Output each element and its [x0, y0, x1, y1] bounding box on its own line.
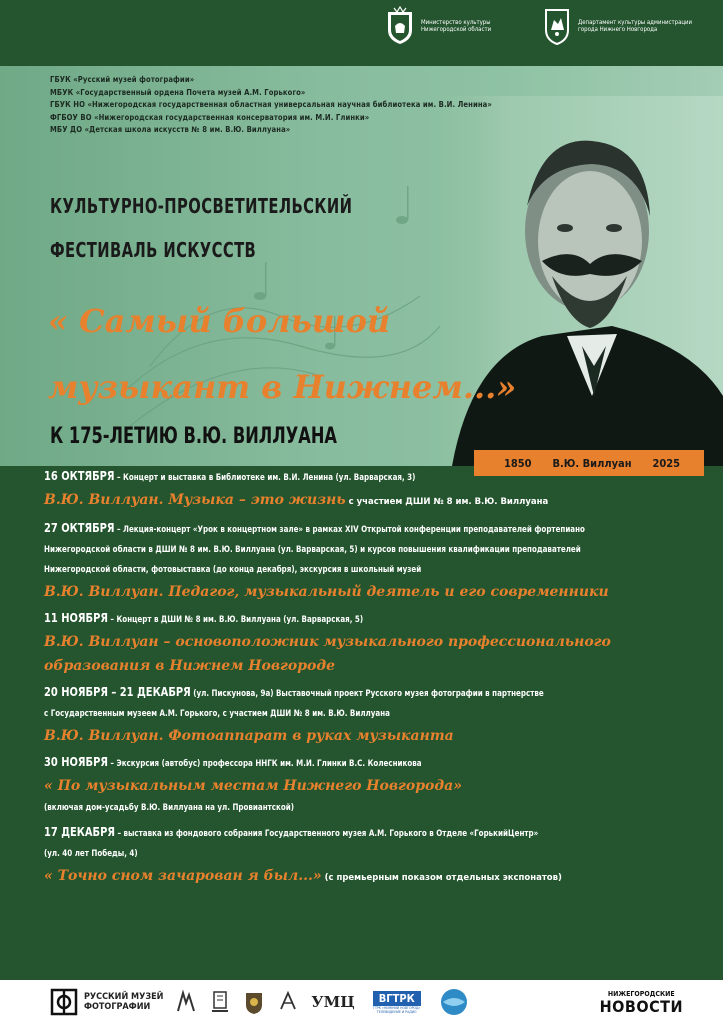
event-text: – выставка из фондового собрания Государственного музея А.М. Горького в Отделе «ГорькийЦентр» — [114, 829, 539, 839]
photo-museum-line2: ФОТОГРАФИИ — [84, 1002, 151, 1012]
partner-logos-footer — [0, 980, 723, 1024]
music-school-logo-icon — [175, 989, 197, 1015]
event-item — [44, 466, 714, 514]
event-date: 30 НОЯБРЯ — [44, 754, 108, 769]
organizer-item: МБУК «Государственный ордена Почета музей А.М. Горького» — [50, 87, 306, 97]
radio-globe-logo-icon — [439, 987, 469, 1017]
vgtrk-label: ВГТРК — [373, 991, 421, 1006]
event-text: – Лекция-концерт «Урок в концертном зале» в рамках XIV Открытой конференции преподавателей фортепиано — [114, 525, 585, 535]
news-logo — [600, 989, 683, 1015]
event-subtitle-tail: с участием ДШИ № 8 им. В.Ю. Виллуана — [345, 497, 549, 507]
event-line: с Государственным музеем А.М. Горького, с участием ДШИ № 8 им. В.Ю. Виллуана — [44, 709, 390, 719]
event-subtitle-tail: (с премьерным показом отдельных экспонатов) — [321, 873, 562, 883]
anniversary-year: 2025 — [652, 456, 680, 470]
event-subtitle: образования в Нижнем Новгороде — [44, 658, 336, 674]
title-line2: музыкант в Нижнем...» — [48, 368, 517, 406]
event-subtitle: « По музыкальным местам Нижнего Новгорода» — [44, 778, 462, 794]
events-list — [44, 466, 714, 890]
conservatory-emblem-icon — [243, 989, 265, 1015]
event-line: Нижегородской области в ДШИ № 8 им. В.Ю. Виллуана (ул. Варварская, 5) и курсов повышения квалификации преподавателей — [44, 545, 581, 555]
organizer-item: МБУ ДО «Детская школа искусств № 8 им. В.Ю. Виллуана» — [50, 125, 291, 135]
department-block — [542, 6, 692, 46]
event-item — [44, 752, 714, 818]
event-item — [44, 608, 714, 678]
event-subtitle: В.Ю. Виллуан. Педагог, музыкальный деятель и его современники — [44, 584, 609, 600]
event-subtitle — [44, 864, 714, 890]
ministry-block — [385, 6, 491, 46]
event-item — [44, 822, 714, 890]
vgtrk-logo — [367, 991, 427, 1014]
anniversary-heading: К 175-ЛЕТИЮ В.Ю. ВИЛЛУАНА — [50, 424, 337, 449]
umc-logo: УМЦ — [311, 993, 355, 1011]
event-text: (ул. Пискунова, 9а) Выставочный проект Русского музея фотографии в партнерстве — [190, 689, 544, 699]
department-line1: Департамент культуры администрации — [578, 18, 693, 26]
event-line — [44, 682, 634, 704]
event-line — [44, 518, 634, 540]
event-subtitle: В.Ю. Виллуан. Фотоаппарат в руках музыканта — [44, 728, 454, 744]
event-text: – Концерт и выставка в Библиотеке им. В.И. Ленина (ул. Варварская, 3) — [114, 473, 416, 483]
event-line: Нижегородской области, фотовыставка (до конца декабря), экскурсия в школьный музей — [44, 565, 422, 575]
photo-museum-logo — [50, 988, 163, 1016]
event-date: 16 ОКТЯБРЯ — [44, 468, 115, 483]
event-subtitle-text: « Точно сном зачарован я был...» — [44, 868, 322, 884]
festival-line2: ФЕСТИВАЛЬ ИСКУССТВ — [50, 238, 257, 262]
news-line1: НИЖЕГОРОДСКИЕ — [607, 990, 675, 998]
photo-museum-icon — [50, 988, 78, 1016]
gorky-museum-logo-icon — [209, 989, 231, 1015]
event-date: 20 НОЯБРЯ – 21 ДЕКАБРЯ — [44, 684, 191, 699]
organizers-list — [50, 74, 492, 137]
event-subtitle: В.Ю. Виллуан – основоположник музыкального профессионального — [44, 634, 611, 650]
event-text: – Концерт в ДШИ № 8 им. В.Ю. Виллуана (ул. Варварская, 5) — [107, 615, 364, 625]
event-item — [44, 518, 714, 604]
ministry-line1: Министерство культуры — [421, 18, 491, 26]
library-logo-icon — [277, 989, 299, 1015]
organizer-item: ГБУК НО «Нижегородская государственная областная универсальная научная библиотека им. В.И. Ленина» — [50, 100, 492, 110]
vgtrk-sub: ГТРК «НИЖНИЙ НОВГОРОД» ТЕЛЕВИДЕНИЕ И РАДИО — [373, 1005, 421, 1014]
city-emblem-icon — [542, 6, 572, 46]
event-line — [44, 822, 634, 844]
festival-heading — [50, 184, 352, 272]
photo-museum-line1: РУССКИЙ МУЗЕЙ — [84, 992, 164, 1002]
event-date: 17 ДЕКАБРЯ — [44, 824, 115, 839]
event-line — [44, 752, 634, 774]
festival-title — [48, 288, 516, 420]
birth-year: 1850 — [504, 456, 532, 470]
nizhny-region-emblem-icon — [385, 6, 415, 46]
composer-name: В.Ю. Виллуан — [552, 456, 632, 470]
ministry-line2: Нижегородской области — [421, 26, 492, 33]
event-line — [44, 608, 634, 630]
department-line2: города Нижнего Новгорода — [578, 26, 658, 33]
event-subtitle — [44, 488, 714, 514]
event-subtitle-text: В.Ю. Виллуан. Музыка – это жизнь — [44, 492, 346, 508]
organizer-item: ГБУК «Русский музей фотографии» — [50, 75, 195, 84]
event-date: 11 НОЯБРЯ — [44, 610, 108, 625]
event-line — [44, 466, 634, 488]
event-item — [44, 682, 714, 748]
event-text: – Экскурсия (автобус) профессора ННГК им. М.И. Глинки В.С. Колесникова — [107, 759, 422, 769]
title-line1: « Самый большой — [48, 302, 391, 340]
event-line: (включая дом-усадьбу В.Ю. Виллуана на ул. Провиантской) — [44, 803, 294, 813]
news-line2: НОВОСТИ — [599, 997, 683, 1016]
event-date: 27 ОКТЯБРЯ — [44, 520, 115, 535]
festival-line1: КУЛЬТУРНО-ПРОСВЕТИТЕЛЬСКИЙ — [50, 194, 353, 218]
event-line: (ул. 40 лет Победы, 4) — [44, 849, 138, 859]
organizer-item: ФГБОУ ВО «Нижегородская государственная консерватория им. М.И. Глинки» — [50, 112, 370, 122]
